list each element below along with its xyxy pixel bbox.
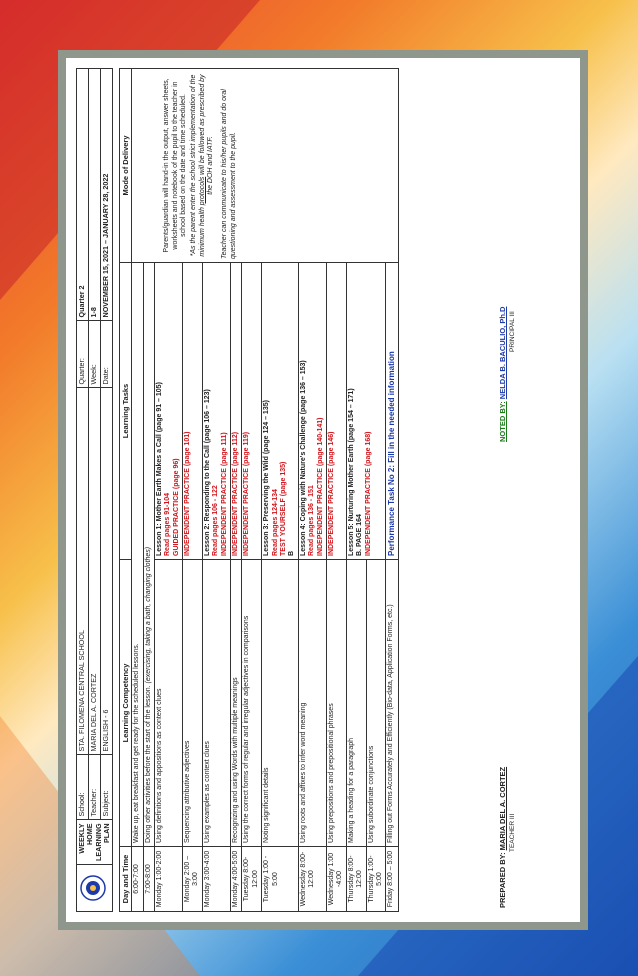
day-time: Friday 8:00 – 5:00 <box>386 847 399 912</box>
competency: Using roots and affixes to infer word meaning <box>298 560 326 847</box>
activity: Doing other activities before the start of the lesson. <box>144 685 152 843</box>
competency: Recognizing and using Words with multiple meanings <box>231 560 242 847</box>
competency: Making a heading for a paragraph <box>346 560 366 847</box>
competency: Noting significant details <box>262 560 299 847</box>
delivery-text-2: Teacher can communicate to his/her pupils and do oral questioning and assessment to the pupil. <box>221 89 237 259</box>
task: Read pages 136 - 151 <box>308 485 316 556</box>
rotated-document <box>66 58 580 922</box>
school-label: School: <box>77 755 89 820</box>
noted-name: NELDA B. BACULIO, Ph.D <box>498 306 507 400</box>
delivery-text: Parents/guardian will hand-in the output, answer sheets, worksheets and notebook of the pupil to the teacher in school based on the date and time scheduled. <box>163 78 187 253</box>
competency: Using subordinate conjunctions <box>366 560 386 847</box>
school-value: STA. FILOMENA CENTRAL SCHOOL <box>77 388 89 755</box>
task: GUIDED PRACTICE (page 96) <box>172 458 180 556</box>
day-time: 7:00-8:00 <box>143 847 154 912</box>
date-value: NOVEMBER 15, 2021 – JANUARY 28, 2022 <box>101 69 113 321</box>
day-time: Tuesday 8:00-12:00 <box>242 847 262 912</box>
competency: Sequencing attributive adjectives <box>183 560 203 847</box>
delivery-note-underline: protocols <box>198 176 206 206</box>
day-time: Monday 4:00-5:00 <box>231 847 242 912</box>
lesson-title: Lesson 4: Coping with Nature's Challenge (page 136 – 153) <box>299 360 307 556</box>
col-competency-header: Learning Competency <box>120 560 132 847</box>
activity-examples: (exercising, taking a bath, changing clothes) <box>144 546 152 684</box>
week-value: 1-8 <box>89 69 101 321</box>
prepared-name: MARIA DEL A. CORTEZ <box>498 766 507 851</box>
task: INDEPENDENT PRACTICE (page 168) <box>364 431 372 556</box>
col-delivery-header: Mode of Delivery <box>120 69 132 263</box>
noted-role: PRINCIPAL III <box>509 311 516 352</box>
noted-label: NOTED BY: <box>498 401 507 442</box>
prepared-label: PREPARED BY: <box>498 852 507 908</box>
day-time: Wednesday 8:00-12:00 <box>298 847 326 912</box>
performance-task: Performance Task No 2: Fill in the needed information <box>386 263 399 560</box>
competency: Using examples as context clues <box>202 560 230 847</box>
competency: Using prepositions and prepositional phrases <box>326 560 346 847</box>
day-time: Thursday 1:00-5:00 <box>366 847 386 912</box>
quarter-value: Quarter 2 <box>77 69 89 321</box>
deped-seal-icon <box>80 875 106 901</box>
day-time: Tuesday 1:00 - 5:00 <box>262 847 299 912</box>
lesson-title: Lesson 5: Nurturing Mother Earth (page 154 – 171) <box>347 388 355 556</box>
day-time: Thursday 8:00-12:00 <box>346 847 366 912</box>
task: TEST YOURSELF (page 135) <box>279 461 287 556</box>
competency: Using the correct forms of regular and irregular adjectives in comparisons <box>242 560 262 847</box>
date-label: Date: <box>101 321 113 388</box>
header-table <box>76 68 113 912</box>
prepared-role: TEACHER III <box>509 813 516 852</box>
task: B <box>288 550 296 556</box>
document-page <box>66 58 580 922</box>
plan-title: WEEKLY HOME LEARNING PLAN <box>77 820 113 865</box>
day-time: Monday 3:00-4:00 <box>202 847 230 912</box>
lesson-title: Lesson 2: Responding to the Call (page 106 – 123) <box>203 389 211 556</box>
col-tasks-header: Learning Tasks <box>120 263 132 560</box>
learning-plan <box>76 68 570 912</box>
task: Read pages 124-134 <box>271 489 279 556</box>
delivery-note: *As the parent enter the school strict implementation of the minimum health <box>190 74 206 257</box>
task: Read pages 106 - 122 <box>212 485 220 556</box>
plan-table <box>119 68 399 912</box>
competency: Using definitions and appositions as context clues <box>154 560 182 847</box>
week-label: Week: <box>89 321 101 388</box>
task: INDEPENDENT PRACTICE (page 119) <box>242 263 262 560</box>
delivery-note-end: will be followed as prescribed by the DOH and IATF. <box>198 74 215 195</box>
teacher-value: MARIA DEL A. CORTEZ <box>89 388 101 755</box>
task: B. PAGE 164 <box>356 514 364 556</box>
teacher-label: Teacher: <box>89 755 101 820</box>
logo-cell <box>77 865 113 912</box>
day-time: Wednesday 1:00 -4:00 <box>326 847 346 912</box>
signatures <box>496 68 556 912</box>
col-day-header: Day and Time <box>120 847 132 912</box>
day-time: Monday 1:00-2:00 <box>154 847 182 912</box>
competency: Filling out Forms Accurately and Efficiently (Bio-data, Application Forms, etc.) <box>386 560 399 847</box>
delivery-cell <box>132 69 399 263</box>
subject-value: ENGLISH - 6 <box>101 388 113 755</box>
task: INDEPENDENT PRACTICE (page 101) <box>183 263 203 560</box>
activity: Wake up, eat breakfast and get ready for the scheduled lessons. <box>132 263 143 847</box>
day-time: 6:00-7:00 <box>132 847 143 912</box>
task: INDEPENDENT PRACTICE (page 146) <box>326 263 346 560</box>
task: INDEPENDENT PRACTICE (page 140-141) <box>316 417 324 556</box>
lesson-title: Lesson 1: Mother Earth Makes a Call (page 91 – 105) <box>155 382 163 556</box>
subject-label: Subject: <box>101 755 113 820</box>
quarter-label: Quarter: <box>77 321 89 388</box>
lesson-title: Lesson 3: Preserving the Wild (page 124 – 135) <box>263 400 271 556</box>
task: INDEPENDENT PRACTICE (page 112) <box>231 263 242 560</box>
day-time: Monday 2:00 – 3:00 <box>183 847 203 912</box>
table-row <box>132 69 143 912</box>
task: Read pages 91-104 <box>164 492 172 556</box>
task: INDEPENDENT PRACTICE (page 111) <box>220 432 228 556</box>
